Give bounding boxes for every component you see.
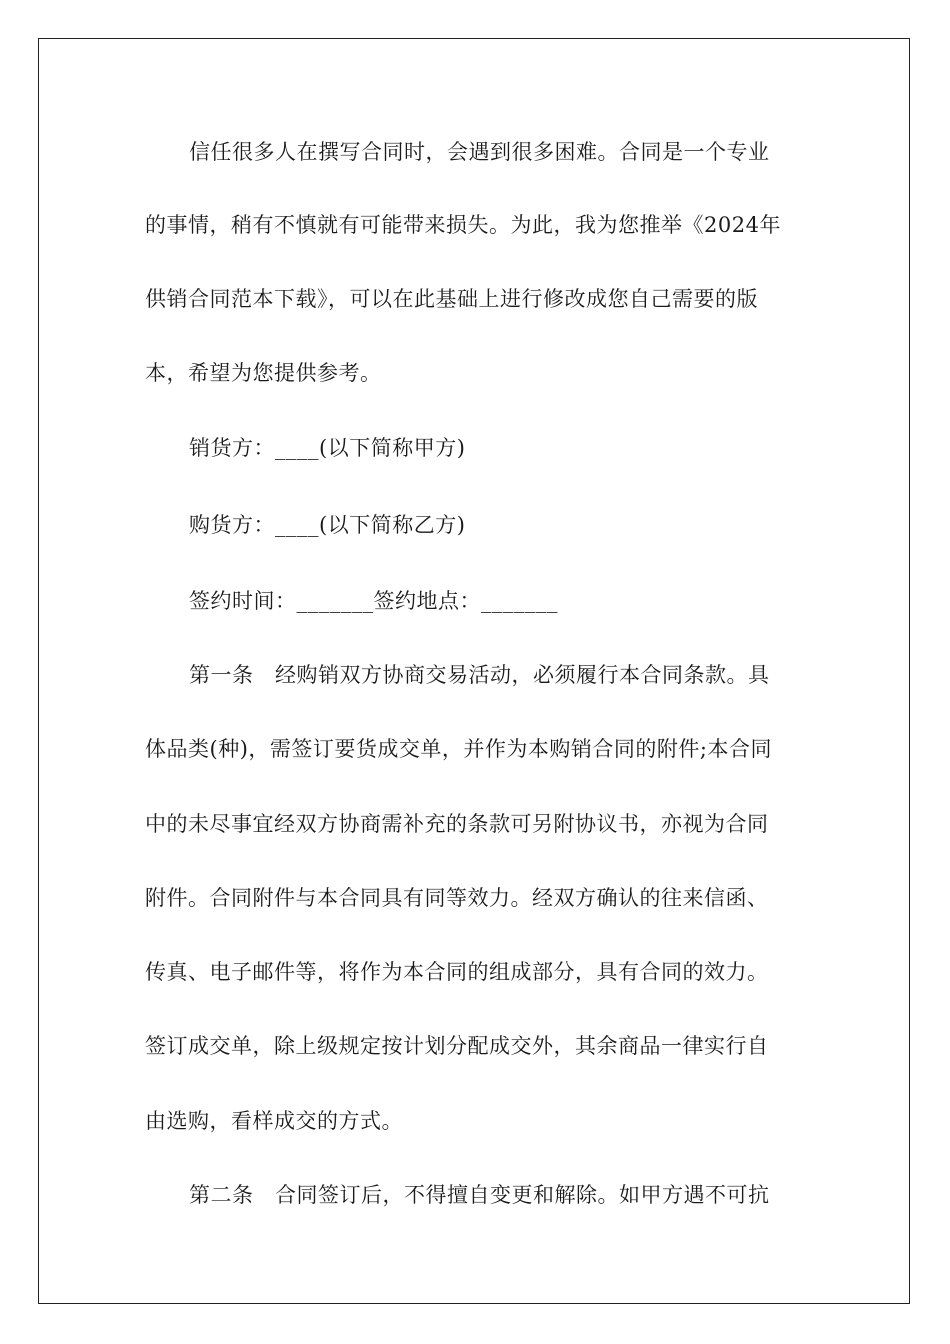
paragraph-line: 信任很多人在撰写合同时，会遇到很多困难。合同是一个专业 <box>189 140 770 164</box>
article-one-line: 第一条 经购销双方协商交易活动，必须履行本合同条款。具 <box>189 663 770 687</box>
paragraph-line: 体品类(种)，需签订要货成交单，并作为本购销合同的附件;本合同 <box>145 737 772 761</box>
paragraph-line: 的事情，稍有不慎就有可能带来损失。为此，我为您推举《2024年 <box>145 213 781 237</box>
seller-line: 销货方：____(以下简称甲方) <box>189 436 466 460</box>
paragraph-line: 传真、电子邮件等，将作为本合同的组成部分，具有合同的效力。 <box>145 960 769 984</box>
paragraph-line: 供销合同范本下载》，可以在此基础上进行修改成您自己需要的版 <box>145 287 758 311</box>
paragraph-line: 本，希望为您提供参考。 <box>145 361 382 385</box>
signing-info-line: 签约时间：_______签约地点：_______ <box>189 589 558 613</box>
paragraph-line: 中的未尽事宜经双方协商需补充的条款可另附协议书，亦视为合同 <box>145 812 769 836</box>
buyer-line: 购货方：____(以下简称乙方) <box>189 513 466 537</box>
paragraph-line: 附件。合同附件与本合同具有同等效力。经双方确认的往来信函、 <box>145 886 769 910</box>
paragraph-line: 签订成交单，除上级规定按计划分配成交外，其余商品一律实行自 <box>145 1034 769 1058</box>
paragraph-line: 由选购，看样成交的方式。 <box>145 1109 403 1133</box>
article-two-line: 第二条 合同签订后，不得擅自变更和解除。如甲方遇不可抗 <box>189 1183 770 1207</box>
